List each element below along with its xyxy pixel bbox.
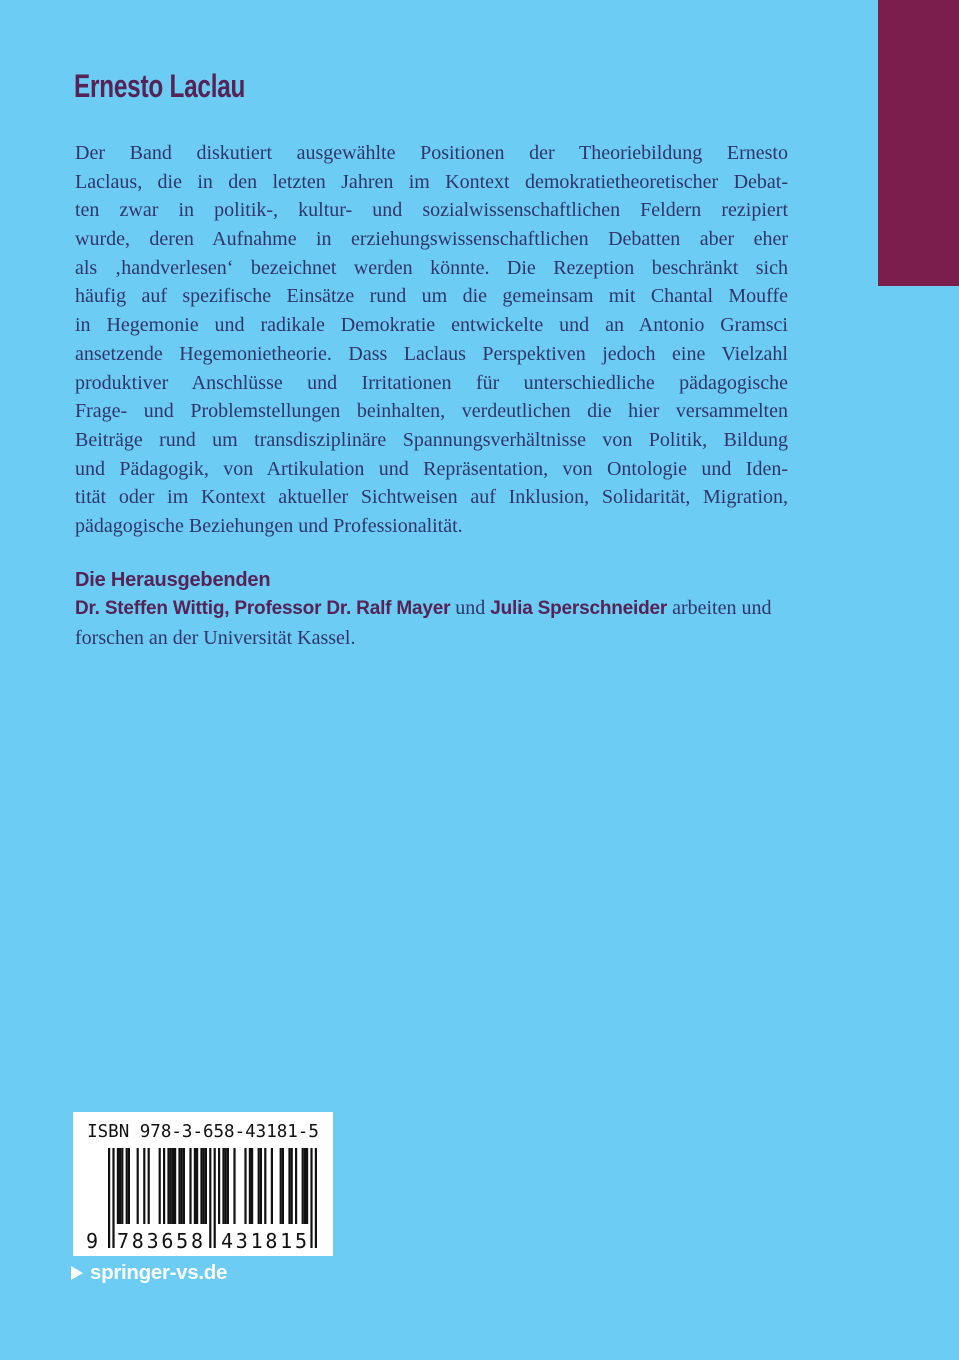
blurb-line: tität oder im Kontext aktueller Sichtweisen auf Inklusion, Solidarität, Migration, <box>75 486 788 509</box>
editors-line1 <box>75 594 815 624</box>
blurb-line: produktiver Anschlüsse und Irritationen für unterschiedliche pädagogische <box>75 371 788 394</box>
svg-text:431815: 431815 <box>221 1229 307 1252</box>
blurb-line: häufig auf spezifische Einsätze rund um die gemeinsam mit Chantal Mouffe <box>75 285 788 308</box>
right-triangle-icon <box>71 1266 83 1280</box>
editor-text: arbeiten und <box>667 597 772 619</box>
editor-name: Dr. Steffen Wittig, <box>75 598 230 619</box>
blurb-line: Laclaus, die in den letzten Jahren im Kontext demokratietheoretischer Debat- <box>75 170 788 193</box>
blurb-line: als ‚handverlesen‘ bezeichnet werden könnte. Die Rezeption beschränkt sich <box>75 256 788 279</box>
editors-line2: forschen an der Universität Kassel. <box>75 626 356 649</box>
svg-text:783658: 783658 <box>117 1229 203 1252</box>
blurb-line: ten zwar in politik-, kultur- und sozialwissenschaftlichen Feldern rezipiert <box>75 199 788 222</box>
blurb <box>75 139 788 541</box>
editors-section <box>75 566 815 652</box>
blurb-line: Frage- und Problemstellungen beinhalten, verdeutlichen die hier versammelten <box>75 400 788 423</box>
blurb-line: Der Band diskutiert ausgewählte Positionen der Theoriebildung Ernesto <box>75 142 788 164</box>
blurb-line: ansetzende Hegemonietheorie. Dass Laclaus Perspektiven jedoch eine Vielzahl <box>75 342 788 365</box>
editor-name: Professor Dr. Ralf Mayer <box>234 598 451 619</box>
editors-heading: Die Herausgebenden <box>75 569 271 591</box>
isbn-label: ISBN 978-3-658-43181-5 <box>87 1122 319 1142</box>
book-title <box>74 70 299 102</box>
publisher-url <box>71 1261 227 1285</box>
editor-text: und <box>450 597 491 619</box>
blurb-line: pädagogische Beziehungen und Professionalität. <box>75 514 463 537</box>
isbn-barcode <box>73 1112 333 1256</box>
publisher-url-label: springer-vs.de <box>90 1260 228 1284</box>
book-title-text: Ernesto Laclau <box>74 68 246 104</box>
spine-color-block <box>878 0 959 286</box>
blurb-line: wurde, deren Aufnahme in erziehungswissenschaftlichen Debatten aber eher <box>75 228 788 251</box>
blurb-line: in Hegemonie und radikale Demokratie entwickelte und an Antonio Gramsci <box>75 314 788 337</box>
blurb-line: Beiträge rund um transdisziplinäre Spannungsverhältnisse von Politik, Bildung <box>75 428 788 451</box>
editor-name: Julia Sperschneider <box>490 598 668 619</box>
barcode-bars <box>80 1148 326 1252</box>
blurb-line: und Pädagogik, von Artikulation und Repräsentation, von Ontologie und Iden- <box>75 457 788 480</box>
svg-text:9: 9 <box>86 1229 99 1252</box>
